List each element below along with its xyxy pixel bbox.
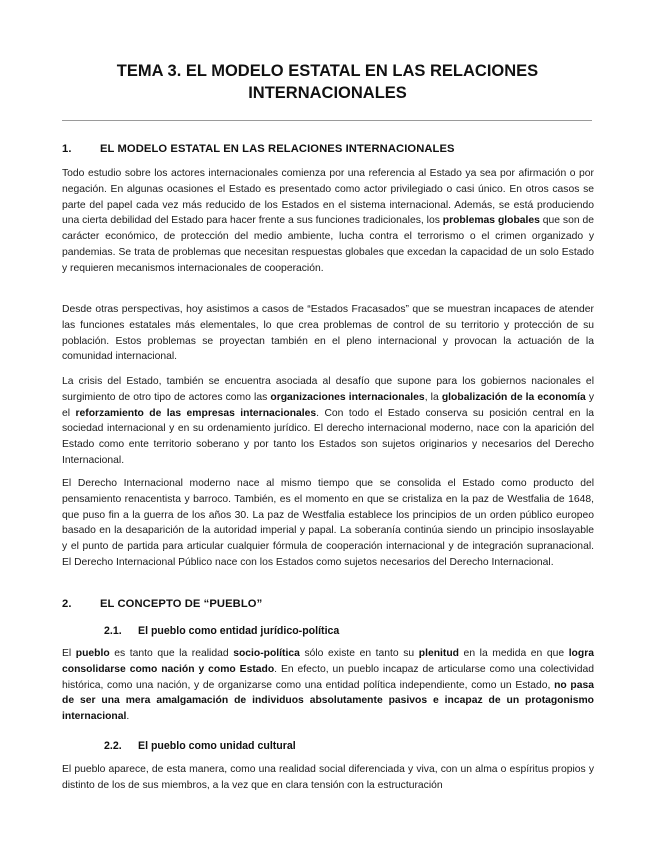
subsection-2-1-heading bbox=[104, 624, 339, 638]
paragraph-5 bbox=[62, 646, 594, 725]
title-divider bbox=[62, 120, 592, 121]
paragraph-3 bbox=[62, 374, 594, 469]
paragraph-5-text-g: . bbox=[126, 711, 130, 723]
paragraph-5-bold-2: socio-política bbox=[233, 648, 300, 659]
paragraph-5-text-c: es tanto que la realidad bbox=[109, 648, 234, 659]
paragraph-3-bold-1: organizaciones internacionales bbox=[270, 391, 425, 403]
subsection-2-1-number: 2.1. bbox=[104, 625, 122, 637]
document-title: TEMA 3. EL MODELO ESTATAL EN LAS RELACIONES INTERNACIONALES bbox=[116, 62, 539, 102]
paragraph-1-bold-1: problemas globales bbox=[442, 215, 540, 227]
paragraph-5-bold-5: no pasa de ser una mera amalgamación de individuos absolutamente pasivos e incapaz de un protagonismo internacional bbox=[62, 679, 594, 723]
paragraph-5-text-d: sólo existe en tanto su bbox=[299, 648, 419, 659]
section-1-heading bbox=[62, 142, 455, 156]
subsection-2-2-number: 2.2. bbox=[104, 740, 122, 752]
paragraph-3-bold-3: reforzamiento de las empresas internacionales bbox=[75, 407, 317, 419]
paragraph-5-text-f: . En efecto, un pueblo incapaz de articularse como una colectividad histórica, como una nación, y de organizarse como una entidad política independiente, como un Estado, bbox=[62, 663, 594, 691]
paragraph-2: Desde otras perspectivas, hoy asistimos a casos de “Estados Fracasados” que se muestran incapaces de atender las funciones estatales más elementales, lo que crea problemas de control de su territorio y protección de su población. Estos problemas se proyectan también en el pleno internacional y provocan la actuación de la comunidad internacional. bbox=[62, 304, 594, 363]
paragraph-5-bold-1: pueblo bbox=[75, 648, 110, 659]
paragraph-1-text-c: que son de carácter económico, de protección del medio ambiente, lucha contra el terrorismo o el crimen organizado y pandemias. Se trata de problemas que necesitan respuestas globales que excedan la capacidad de un solo Estado y requieren mecanismos internacionales de cooperación. bbox=[62, 215, 594, 274]
paragraph-4: El Derecho Internacional moderno nace al mismo tiempo que se consolida el Estado como producto del pensamiento renacentista y barroco. También, es el momento en que se cristaliza en la paz de Westfalia de 1648, que puso fin a la guerra de los años 30. La paz de Westfalia establece los principios de un orden público europeo basado en la desaparición de la autoridad imperial y papal. La soberanía continúa siendo un principio insoslayable y el punto de partida para articular cualquier fórmula de cooperación internacional y de integración supranacional. El Derecho Internacional Público nace con los Estados como sujetos necesarios del Derecho Internacional. bbox=[62, 478, 594, 568]
paragraph-3-text-d: y el bbox=[62, 391, 595, 419]
section-2-title: EL CONCEPTO DE “PUEBLO” bbox=[100, 598, 263, 610]
subsection-2-1-title: El pueblo como entidad jurídico-política bbox=[138, 625, 340, 637]
paragraph-3-bold-2: globalización de la economía bbox=[441, 391, 586, 403]
section-2-heading bbox=[62, 597, 262, 611]
section-1-number: 1. bbox=[62, 143, 72, 155]
paragraph-3-text-a: La crisis del Estado, también se encuentra asociada al desafío que supone para los gobiernos nacionales el surgimiento de otro tipo de actores como las bbox=[62, 376, 594, 403]
paragraph-3-text-c: , la bbox=[424, 391, 442, 403]
paragraph-1-text-a: Todo estudio sobre los actores internacionales comienza por una referencia al Estado ya sea por afirmación o por negación. En algunas ocasiones el Estado es presentado como actor privilegiado o casi único. En otros casos se parte del papel cada vez más reducido de los Estados en el sistema internacional. Además, se está produciendo una cierta debilidad del Estado para hacer frente a sus funciones tradicionales, los bbox=[62, 168, 594, 227]
section-1-title: EL MODELO ESTATAL EN LAS RELACIONES INTERNACIONALES bbox=[100, 143, 455, 155]
paragraph-5-text-e: en la medida en que bbox=[458, 648, 569, 659]
subsection-2-2-heading bbox=[104, 739, 296, 753]
subsection-2-2-title: El pueblo como unidad cultural bbox=[138, 740, 296, 752]
section-2-number: 2. bbox=[62, 598, 72, 610]
paragraph-5-bold-3: plenitud bbox=[418, 648, 459, 659]
paragraph-6: El pueblo aparece, de esta manera, como una realidad social diferenciada y viva, con un alma o espíritus propios y distinto de los de sus miembros, a la vez que en clara tensión con la estructuración bbox=[62, 764, 594, 791]
paragraph-5-text-a: El bbox=[62, 648, 76, 659]
paragraph-1 bbox=[62, 166, 594, 277]
paragraph-3-text-e: . Con todo el Estado conserva su posición central en la sociedad internacional y en su ordenamiento jurídico. El derecho internacional moderno, nace con la aparición del Estado como ente territorio soberano y por tanto los Estados son sujetos originarios y necesarios del Derecho Internacional. bbox=[62, 407, 594, 466]
paragraph-5-bold-4: logra consolidarse como nación y como Estado bbox=[62, 648, 594, 675]
